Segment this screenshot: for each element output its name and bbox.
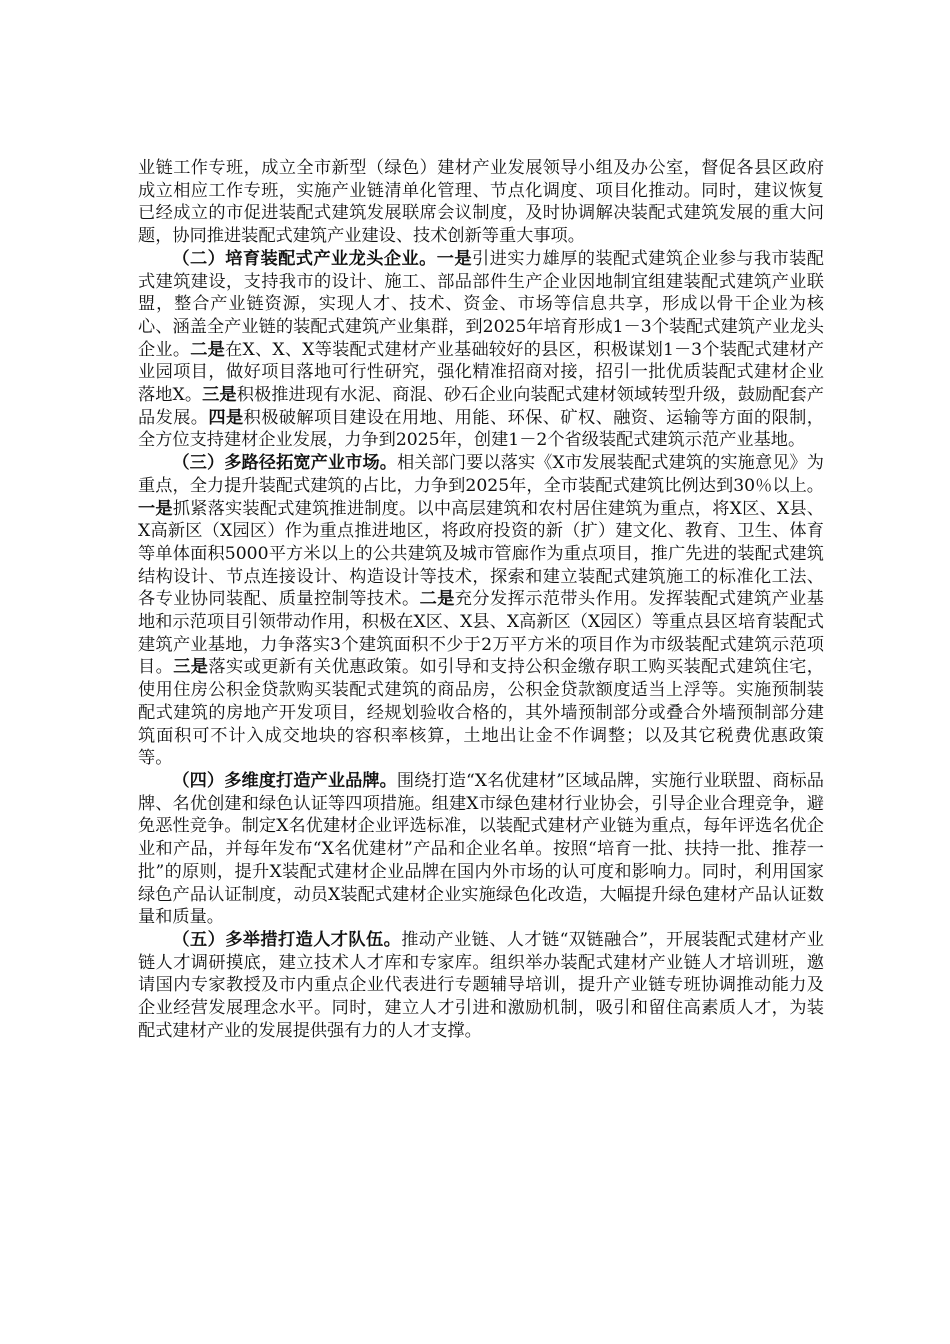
body-text: 抓紧落实装配式建筑推进制度。以中高层建筑和农村居住建筑为重点，将X区、X县、X高新区（X园区）作为重点推进地区，将政府投资的新（扩）建文化、教育、卫生、体育等单体面积5000平方米以上的公共建筑及城市管廊作为重点项目，推广先进的装配式建筑结构设计、节点连接设计、构造设计等技术，探索和建立装配式建筑施工的标准化工法、各专业协同装配、质量控制等技术。 bbox=[138, 498, 824, 610]
enumerator: 二是 bbox=[190, 339, 226, 360]
enumerator: 四是 bbox=[208, 407, 244, 428]
enumerator: 三是 bbox=[173, 657, 209, 678]
body-text: 推动产业链、人才链“双链融合”，开展装配式建材产业链人才调研摸底，建立技术人才库和专家库。组织举办装配式建材产业链人才培训班，邀请国内专家教授及市内重点企业代表进行专题辅导培训，提升产业链专班协调推动能力及企业经营发展理念水平。同时，建立人才引进和激励机制，吸引和留住高素质人才，为装配式建材产业的发展提供强有力的人才支撑。 bbox=[138, 929, 824, 1041]
body-text: 落实或更新有关优惠政策。如引导和支持公积金缴存职工购买装配式建筑住宅，使用住房公积金贷款购买装配式建筑的商品房，公积金贷款额度适当上浮等。实施预制装配式建筑的房地产开发项目，经规划验收合格的，其外墙预制部分或叠合外墙预制部分建筑面积可不计入成交地块的容积率核算，土地出让金不作调整；以及其它税费优惠政策等。 bbox=[138, 657, 824, 769]
body-text: 引进实力雄厚的装配式建筑企业参与我市装配式建筑建设，支持我市的设计、施工、部品部件生产企业因地制宜组建装配式建筑产业联盟，整合产业链资源，实现人才、技术、资金、市场等信息共享，形成以骨干企业为核心、涵盖全产业链的装配式建筑产业集群，到2025年培育形成1－3个装配式建筑产业龙头企业。 bbox=[138, 248, 824, 360]
section-heading: （二）培育装配式产业龙头企业。 bbox=[172, 248, 437, 269]
body-text: 充分发挥示范带头作用。发挥装配式建筑产业基地和示范项目引领带动作用，积极在X区、X县、X高新区（X园区）等重点县区培育装配式建筑产业基地，力争落实3个建筑面积不少于2万平方米的项目作为市级装配式建筑示范项目。 bbox=[138, 589, 824, 678]
enumerator: 二是 bbox=[419, 589, 455, 610]
section-heading: （四）多维度打造产业品牌。 bbox=[172, 770, 397, 791]
section-paragraph-4 bbox=[138, 770, 824, 929]
document-body bbox=[138, 157, 824, 1042]
section-heading: （五）多举措打造人才队伍。 bbox=[172, 929, 402, 950]
body-text: 积极推进现有水泥、商混、砂石企业向装配式建材领域转型升级，鼓励配套产品发展。 bbox=[138, 385, 824, 428]
section-heading: （三）多路径拓宽产业市场。 bbox=[172, 453, 398, 474]
section-paragraph-5 bbox=[138, 929, 824, 1043]
section-paragraph-2 bbox=[138, 248, 824, 452]
body-text: 围绕打造“X名优建材”区域品牌，实施行业联盟、商标品牌、名优创建和绿色认证等四项措施。组建X市绿色建材行业协会，引导企业合理竞争，避免恶性竞争。制定X名优建材企业评选标准，以装配式建材产业链为重点，每年评选名优企业和产品，并每年发布“X名优建材”产品和企业名单。按照“培育一批、扶持一批、推荐一批”的原则，提升X装配式建材企业品牌在国内外市场的认可度和影响力。同时，利用国家绿色产品认证制度，动员X装配式建材企业实施绿色化改造，大幅提升绿色建材产品认证数量和质量。 bbox=[138, 770, 824, 928]
enumerator: 一是 bbox=[138, 498, 173, 519]
section-paragraph-3 bbox=[138, 452, 824, 770]
body-text: 相关部门要以落实《X市发展装配式建筑的实施意见》为重点，全力提升装配式建筑的占比，力争到2025年，全市装配式建筑比例达到30％以上。 bbox=[138, 453, 824, 496]
enumerator: 一是 bbox=[436, 248, 472, 269]
body-text: 积极破解项目建设在用地、用能、环保、矿权、融资、运输等方面的限制，全方位支持建材企业发展，力争到2025年，创建1－2个省级装配式建筑示范产业基地。 bbox=[138, 407, 824, 451]
enumerator: 三是 bbox=[202, 385, 237, 406]
intro-paragraph: 业链工作专班，成立全市新型（绿色）建材产业发展领导小组及办公室，督促各县区政府成立相应工作专班，实施产业链清单化管理、节点化调度、项目化推动。同时，建议恢复已经成立的市促进装配式建筑发展联席会议制度，及时协调解决装配式建筑发展的重大问题，协同推进装配式建筑产业建设、技术创新等重大事项。 bbox=[138, 158, 824, 247]
body-text: 在X、X、X等装配式建材产业基础较好的县区，积极谋划1－3个装配式建材产业园项目，做好项目落地可行性研究，强化精准招商对接，招引一批优质装配式建材企业落地X。 bbox=[138, 339, 824, 406]
